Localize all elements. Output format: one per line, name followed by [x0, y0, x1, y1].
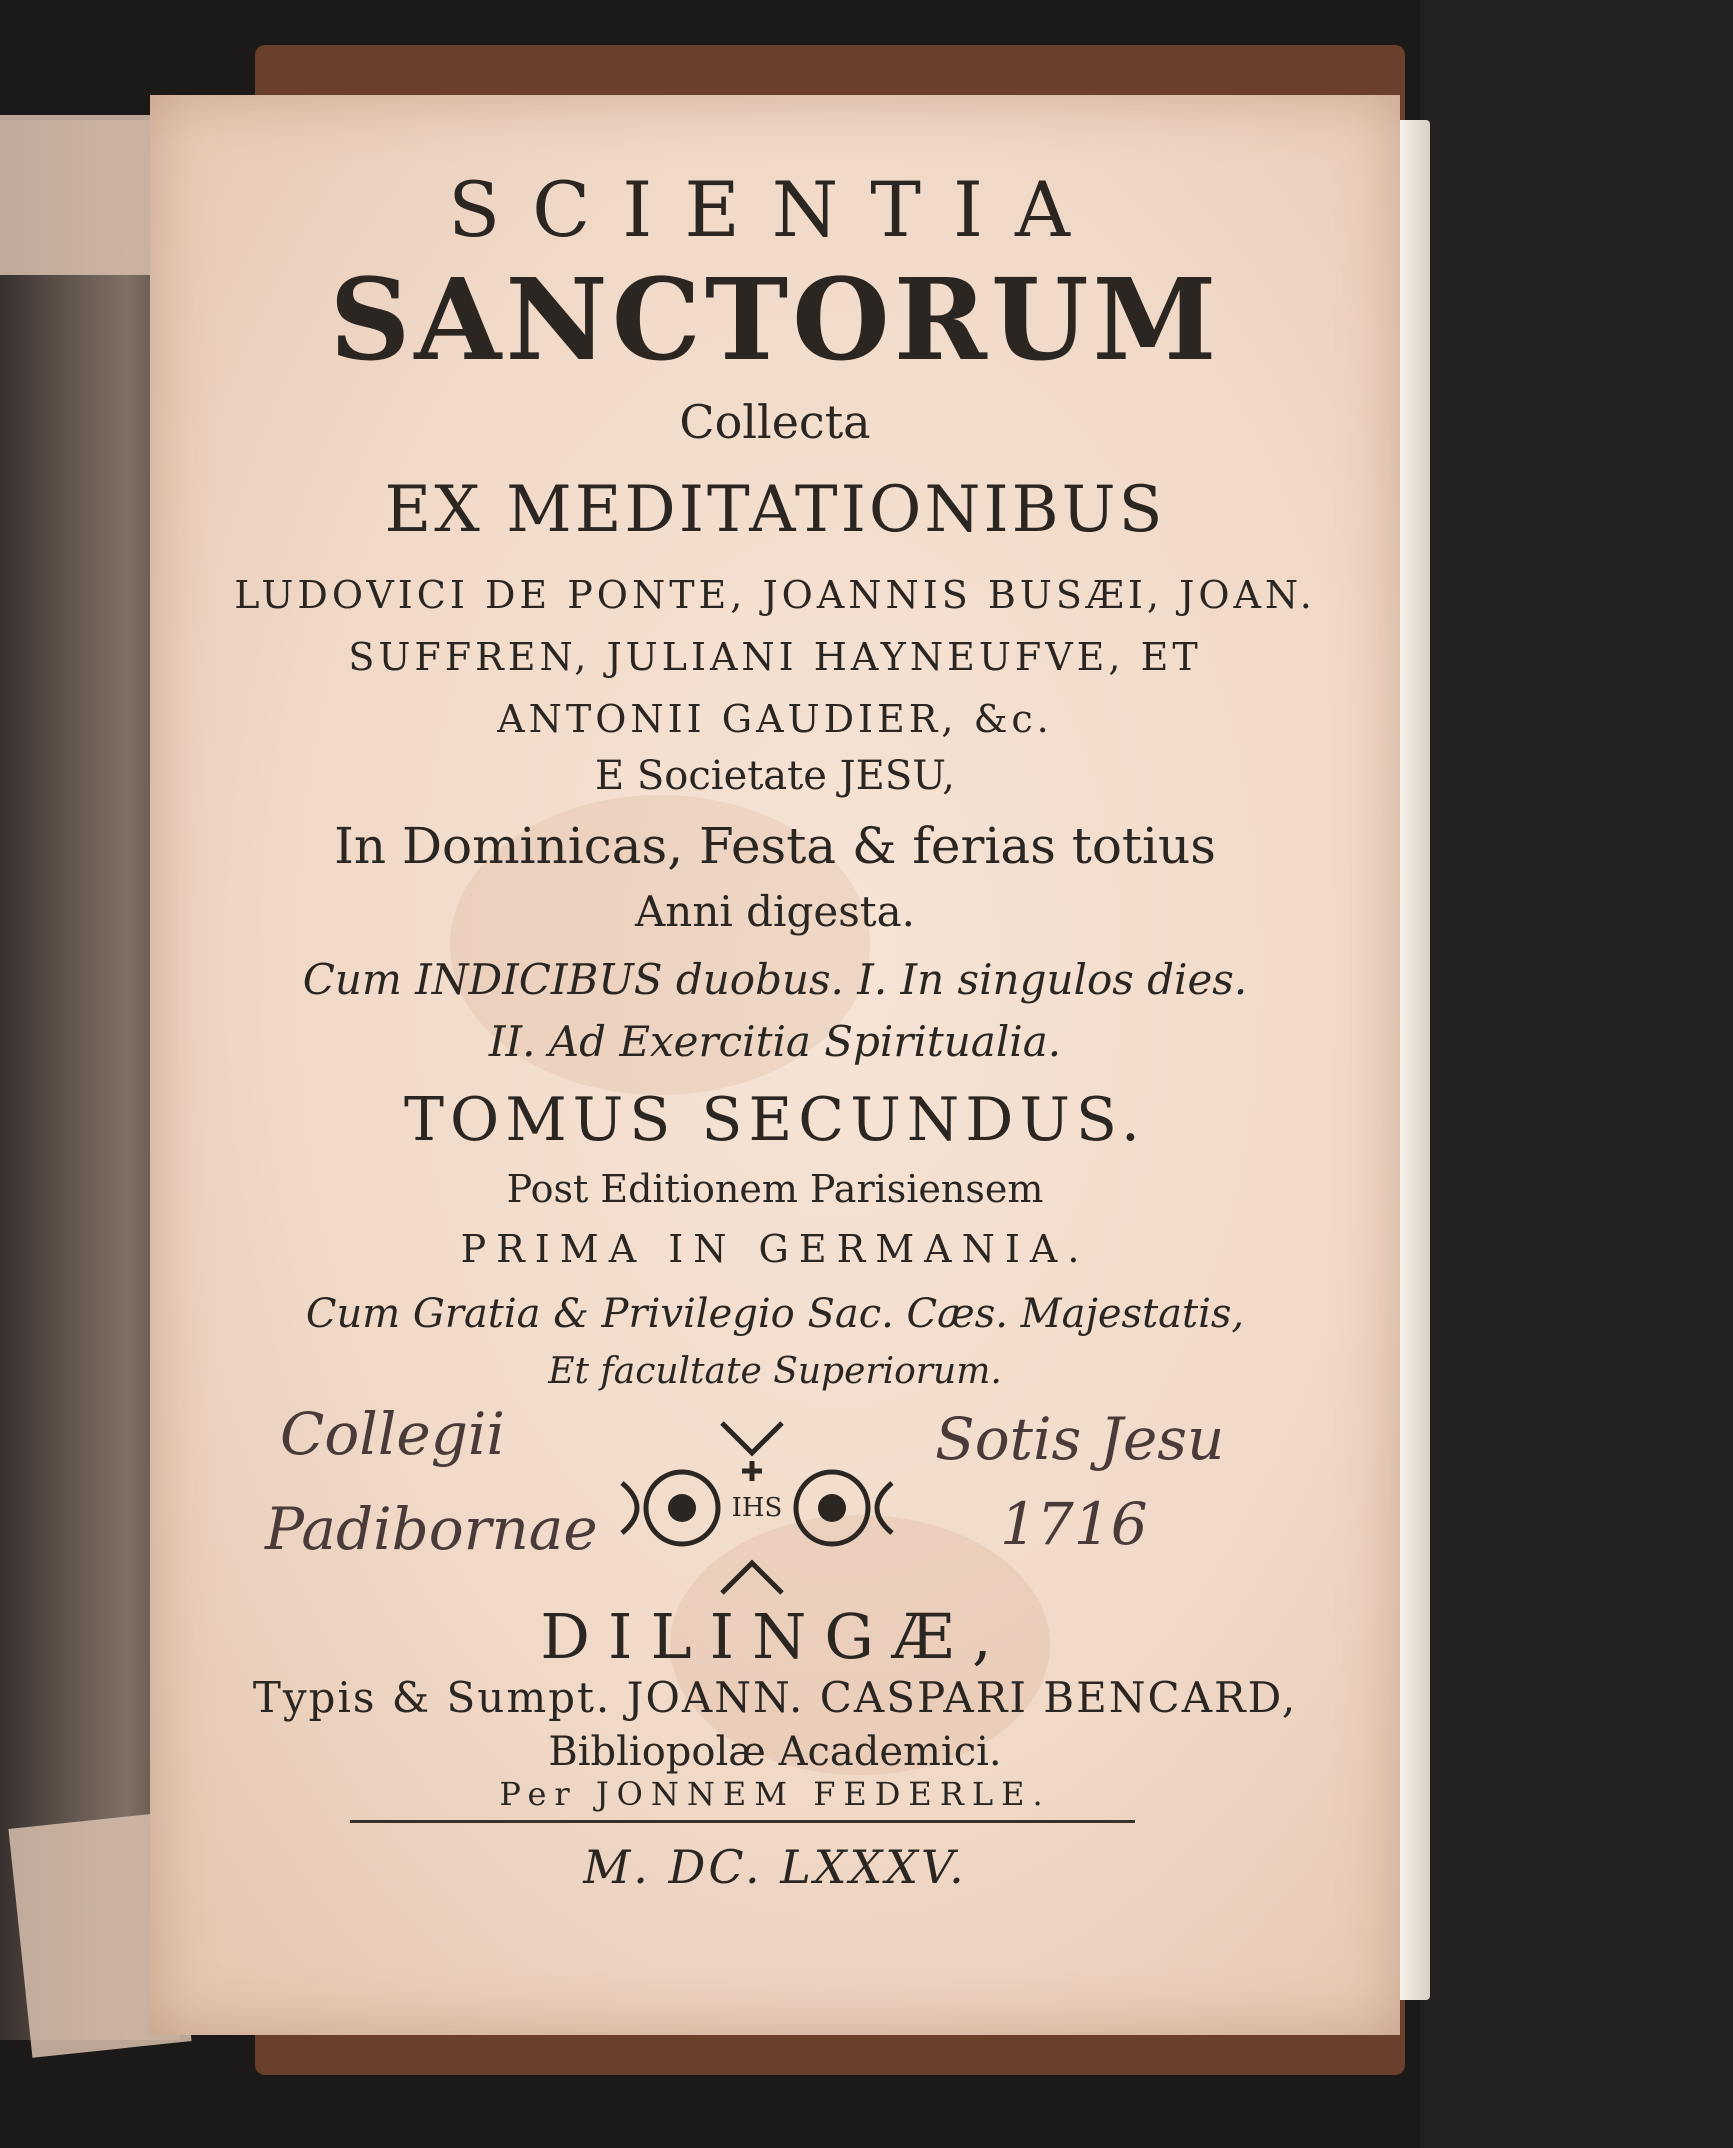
- divider-rule: [350, 1820, 1135, 1823]
- privilege-line-1: Cum Gratia & Privilegio Sac. Cæs. Majestatis,: [305, 1291, 1245, 1337]
- subtitle-collecta: Collecta: [679, 395, 871, 449]
- edition-line-2: PRIMA IN GERMANIA.: [460, 1227, 1090, 1271]
- handwritten-ownership-note: Collegii: [280, 1400, 505, 1468]
- printer-line-3: Per JONNEM FEDERLE.: [499, 1775, 1051, 1813]
- handwritten-ownership-note: Padibornae: [265, 1495, 598, 1563]
- title-line-1: SCIENTIA: [448, 165, 1102, 254]
- scope-line-1: In Dominicas, Festa & ferias totius: [334, 817, 1216, 875]
- printer-line-2: Bibliopolæ Academici.: [548, 1729, 1002, 1775]
- authors-line-2: SUFFREN, JULIANI HAYNEUFVE, ET: [348, 635, 1202, 679]
- volume-line: TOMUS SECUNDUS.: [404, 1085, 1146, 1155]
- title-page: [150, 95, 1400, 2035]
- indices-line-2: II. Ad Exercitia Spiritualia.: [488, 1017, 1062, 1066]
- privilege-line-2: Et facultate Superiorum.: [548, 1351, 1002, 1392]
- indices-line-1: Cum INDICIBUS duobus. I. In singulos dies.: [302, 955, 1248, 1004]
- authors-line-1: LUDOVICI DE PONTE, JOANNIS BUSÆI, JOAN.: [234, 573, 1316, 617]
- scope-line-2: Anni digesta.: [634, 887, 916, 936]
- background: [1420, 0, 1733, 2148]
- society-line: E Societate JESU,: [594, 753, 956, 799]
- printer-ornament: [612, 1413, 902, 1603]
- edition-line-1: Post Editionem Parisiensem: [506, 1167, 1044, 1211]
- authors-line-3: ANTONII GAUDIER, &c.: [497, 697, 1053, 741]
- ihs-monogram: IHS: [731, 1493, 783, 1523]
- title-line-2: SANCTORUM: [329, 255, 1221, 386]
- year-line: M. DC. LXXXV.: [583, 1840, 967, 1894]
- printer-line-1: Typis & Sumpt. JOANN. CASPARI BENCARD,: [252, 1673, 1298, 1722]
- place-line: DILINGÆ,: [540, 1600, 1010, 1673]
- handwritten-date: 1716: [1000, 1490, 1148, 1558]
- subtitle-ex-meditationibus: EX MEDITATIONIBUS: [384, 473, 1166, 547]
- handwritten-ownership-note: Sotis Jesu: [935, 1405, 1225, 1473]
